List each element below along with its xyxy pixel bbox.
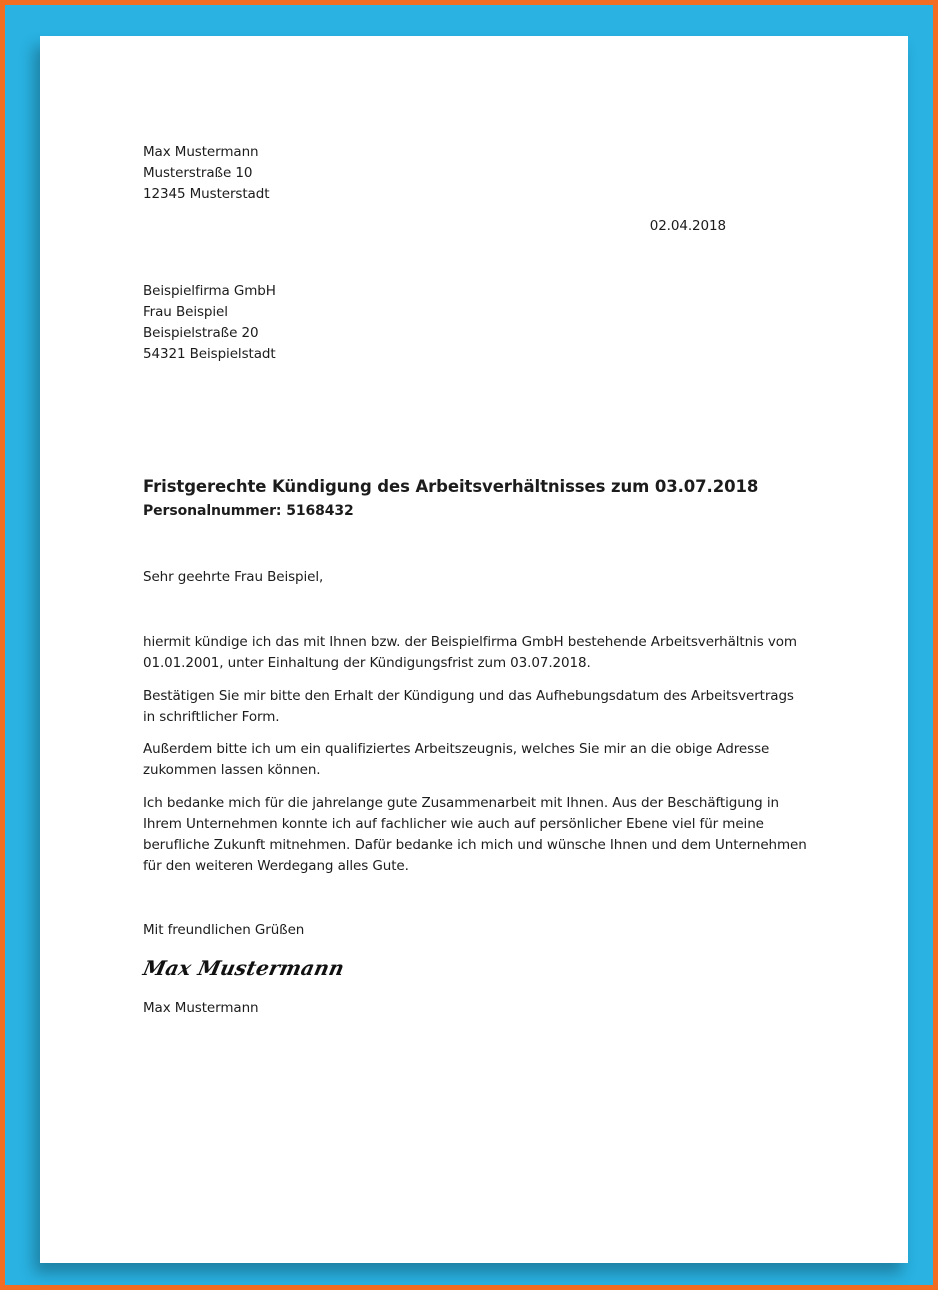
paragraph-thanks: Ich bedanke mich für die jahrelange gute Zusammenarbeit mit Ihnen. Aus der Beschäftigung in Ihrem Unternehmen konnte ich auf fachlicher wie auch auf persönlicher Ebene viel für meine berufliche Zukunft mitnehmen. Dafür bedanke ich mich und wünsche Ihnen und dem Unternehmen für den weiteren Werdegang alles Gute. [143,795,807,874]
paragraph-termination: hiermit kündige ich das mit Ihnen bzw. der Beispielfirma GmbH bestehende Arbeitsverhältnis vom 01.01.2001, unter Einhaltung der Kündigungsfrist zum 03.07.2018. [143,634,797,671]
recipient-street: Beispielstraße 20 [143,325,259,341]
recipient-company: Beispielfirma GmbH [143,283,276,299]
letter-subject: Fristgerechte Kündigung des Arbeitsverhältnisses zum 03.07.2018 [143,477,759,496]
sender-street: Musterstraße 10 [143,165,253,181]
paragraph-reference: Außerdem bitte ich um ein qualifiziertes Arbeitszeugnis, welches Sie mir an die obige Adresse zukommen lassen können. [143,741,770,778]
paragraph-confirmation: Bestätigen Sie mir bitte den Erhalt der Kündigung und das Aufhebungsdatum des Arbeitsvertrags in schriftlicher Form. [143,688,794,725]
letter-paper [40,36,908,1263]
salutation: Sehr geehrte Frau Beispiel, [143,569,324,585]
signed-name: Max Mustermann [143,1000,259,1016]
letter-date: 02.04.2018 [649,218,726,234]
personnel-number: Personalnummer: 5168432 [143,503,354,519]
closing-phrase: Mit freundlichen Grüßen [143,922,305,938]
handwritten-signature: Max Mustermann [141,956,347,980]
sender-city: 12345 Musterstadt [143,186,270,202]
sender-name: Max Mustermann [143,144,259,160]
recipient-contact: Frau Beispiel [143,304,228,320]
recipient-city: 54321 Beispielstadt [143,346,276,362]
